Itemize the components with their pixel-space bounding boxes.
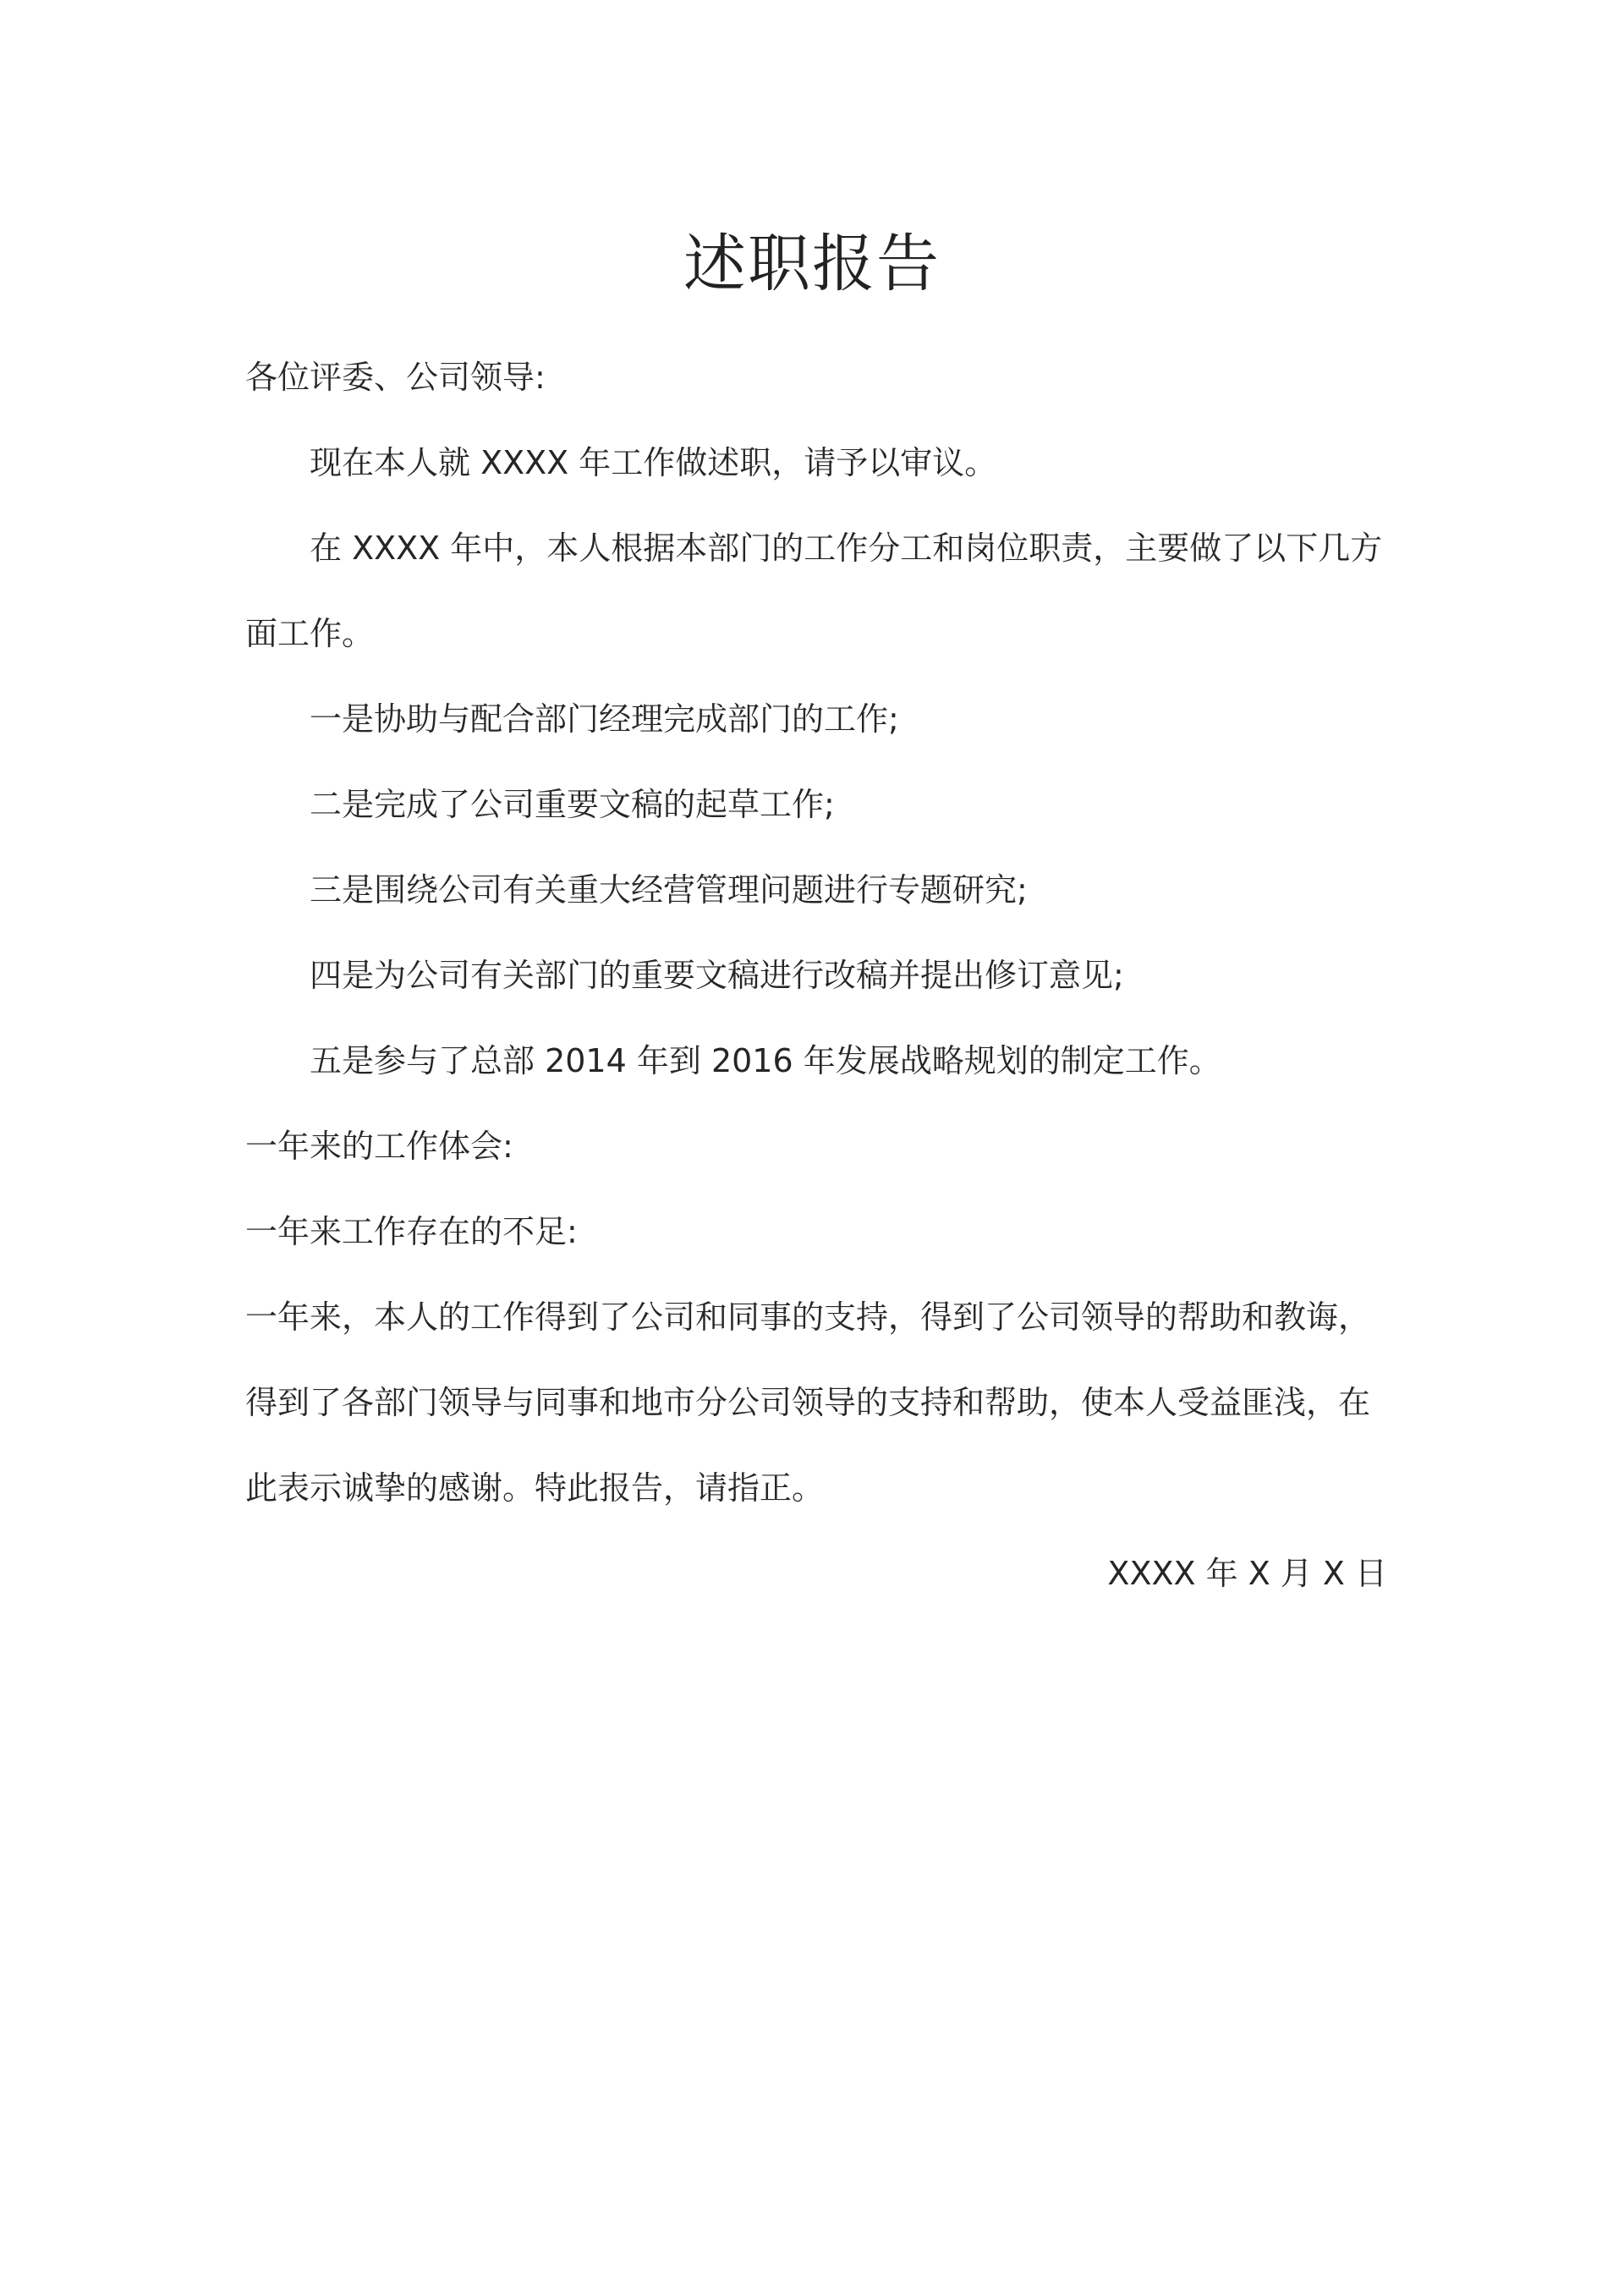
paragraph-intro: 现在本人就 XXXX 年工作做述职，请予以审议。 (310, 444, 997, 481)
document-body (245, 335, 1387, 1617)
paragraph-overview: 在 XXXX 年中，本人根据本部门的工作分工和岗位职责，主要做了以下几方面工作。 (245, 530, 1383, 652)
salutation: 各位评委、公司领导: (245, 359, 546, 396)
work-item-4: 四是为公司有关部门的重要文稿进行改稿并提出修订意见; (310, 957, 1124, 994)
work-item-3: 三是围绕公司有关重大经营管理问题进行专题研究; (310, 871, 1028, 909)
section-experience-heading: 一年来的工作体会: (245, 1128, 513, 1165)
section-shortcomings-heading: 一年来工作存在的不足: (245, 1213, 578, 1250)
closing-paragraph: 一年来，本人的工作得到了公司和同事的支持，得到了公司领导的帮助和教诲，得到了各部门领导与同事和地市分公司领导的支持和帮助，使本人受益匪浅，在此表示诚挚的感谢。特此报告，请指正。 (245, 1298, 1371, 1507)
work-item-5: 五是参与了总部 2014 年到 2016 年发展战略规划的制定工作。 (310, 1042, 1221, 1079)
work-item-2: 二是完成了公司重要文稿的起草工作; (310, 786, 835, 823)
work-item-1: 一是协助与配合部门经理完成部门的工作; (310, 700, 899, 738)
document-date: XXXX 年 X 月 X 日 (1107, 1555, 1387, 1592)
document-title: 述职报告 (683, 228, 941, 300)
